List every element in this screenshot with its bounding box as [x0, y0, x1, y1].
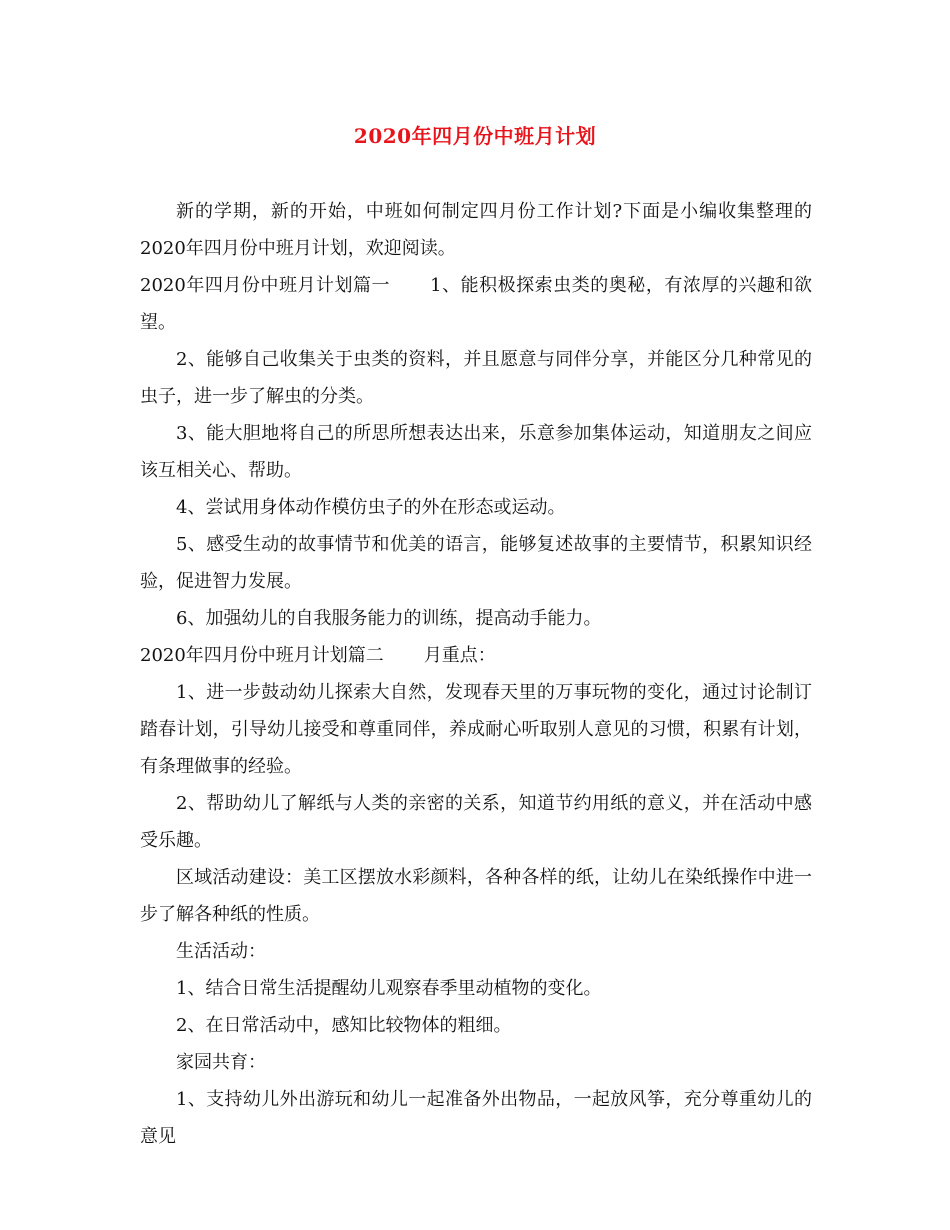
paragraph-text: 2、帮助幼儿了解纸与人类的亲密的关系，知道节约用纸的意义，并在活动中感受乐趣。: [140, 793, 812, 851]
paragraph-text: 4、尝试用身体动作模仿虫子的外在形态或运动。: [176, 497, 566, 518]
document-title: 2020年四月份中班月计划: [353, 124, 597, 148]
paragraph-text: 1、进一步鼓动幼儿探索大自然，发现春天里的万事玩物的变化，通过讨论制订踏春计划，引导幼儿接受和尊重同伴，养成耐心听取别人意见的习惯，积累有计划，有条理做事的经验。: [140, 682, 812, 777]
document-body: [140, 193, 812, 1155]
paragraph-text: 6、加强幼儿的自我服务能力的训练，提高动手能力。: [176, 608, 602, 629]
paragraph: [140, 1007, 812, 1044]
paragraph-text: 2、在日常活动中，感知比较物体的粗细。: [176, 1015, 512, 1036]
paragraph: [140, 637, 812, 674]
paragraph-text: 1、支持幼儿外出游玩和幼儿一起准备外出物品，一起放风筝，充分尊重幼儿的意见: [140, 1089, 812, 1147]
paragraph: [140, 674, 812, 785]
paragraph: [140, 970, 812, 1007]
paragraph-text: 月重点：: [423, 645, 496, 666]
paragraph: [140, 526, 812, 600]
paragraph: [140, 1044, 812, 1081]
paragraph: [140, 933, 812, 970]
paragraph: [140, 489, 812, 526]
paragraph-text: 3、能大胆地将自己的所思所想表达出来，乐意参加集体运动，知道朋友之间应该互相关心、帮助。: [140, 423, 812, 481]
paragraph-text: 区域活动建设：美工区摆放水彩颜料，各种各样的纸，让幼儿在染纸操作中进一步了解各种纸的性质。: [140, 867, 812, 925]
section-heading: 2020年四月份中班月计划篇二: [140, 645, 384, 666]
paragraph-text: 1、结合日常生活提醒幼儿观察春季里动植物的变化。: [176, 978, 602, 999]
paragraph: [140, 341, 812, 415]
paragraph: [140, 859, 812, 933]
paragraph-text: 生活活动：: [176, 941, 266, 962]
paragraph: [140, 600, 812, 637]
paragraph-text: 2、能够自己收集关于虫类的资料，并且愿意与同伴分享，并能区分几种常见的虫子，进一步了解虫的分类。: [140, 349, 812, 407]
paragraph: [140, 785, 812, 859]
paragraph-text: 新的学期，新的开始，中班如何制定四月份工作计划?下面是小编收集整理的2020年四月份中班月计划，欢迎阅读。: [140, 201, 812, 259]
paragraph: [140, 193, 812, 267]
paragraph-text: 家园共育：: [176, 1052, 266, 1073]
paragraph: [140, 1081, 812, 1155]
paragraph-text: 5、感受生动的故事情节和优美的语言，能够复述故事的主要情节，积累知识经验，促进智力发展。: [140, 534, 812, 592]
section-heading: 2020年四月份中班月计划篇一: [140, 275, 391, 296]
paragraph-text: 1、能积极探索虫类的奥秘，有浓厚的兴趣和欲望。: [140, 275, 813, 333]
paragraph: [140, 267, 812, 341]
paragraph: [140, 415, 812, 489]
